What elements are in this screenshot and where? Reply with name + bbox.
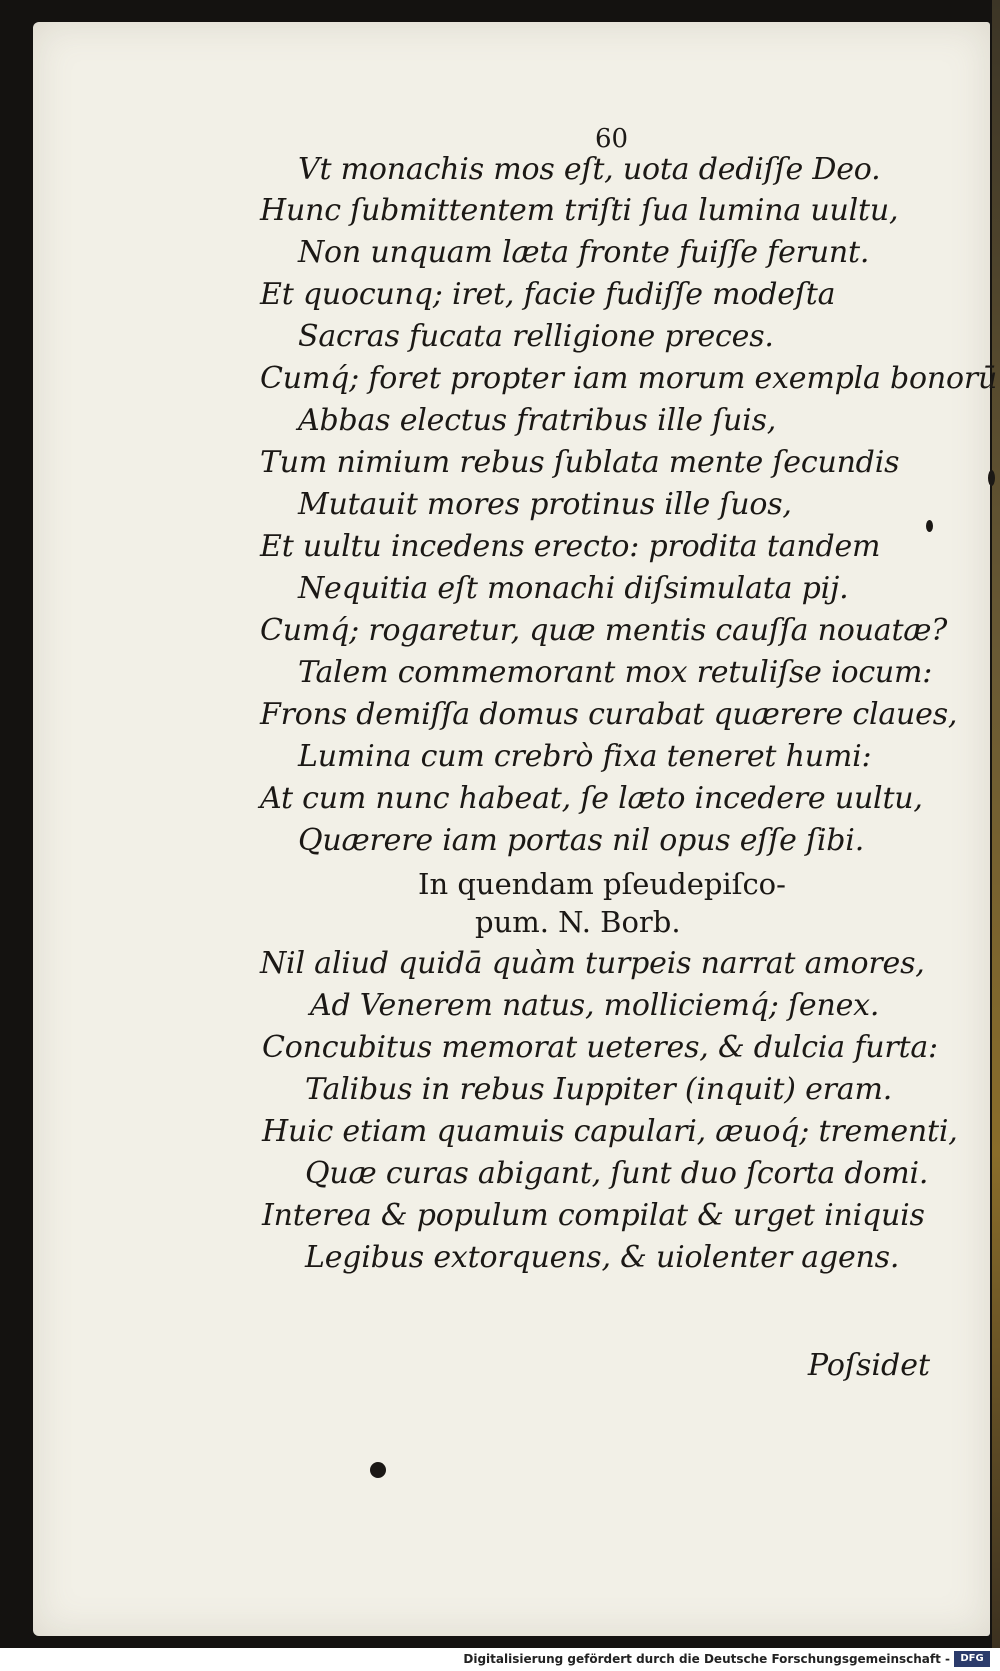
poem-heading: pum. N. Borb.	[475, 905, 681, 939]
verse-line: Et quocunq; iret, facie fudiſſe modeſta	[260, 277, 836, 312]
dfg-logo: DFG	[954, 1651, 990, 1667]
verse-line: Cumq́; rogaretur, quæ mentis cauſſa nouatæ?	[260, 613, 948, 648]
verse-line: Ad Venerem natus, molliciemq́; ſenex.	[310, 988, 880, 1023]
footer-bar	[0, 1648, 1000, 1671]
ink-blot	[370, 1462, 386, 1478]
verse-line: Quærere iam portas nil opus eſſe ſibi.	[298, 823, 865, 858]
book-edge	[992, 0, 1000, 1648]
funding-notice: Digitalisierung gefördert durch die Deutsche Forschungsgemeinschaft -	[463, 1652, 950, 1666]
verse-line: Abbas electus fratribus ille ſuis,	[298, 403, 777, 438]
page-number: 60	[595, 124, 629, 154]
verse-line: Mutauit mores protinus ille ſuos,	[298, 487, 792, 522]
verse-line: Vt monachis mos eſt, uota dediſſe Deo.	[298, 152, 881, 187]
verse-line: Non unquam læta fronte fuiſſe ferunt.	[298, 235, 870, 270]
verse-line: Quæ curas abigant, ſunt duo ſcorta domi.	[305, 1156, 929, 1191]
verse-line: Legibus extorquens, & uiolenter agens.	[305, 1240, 900, 1275]
verse-line: Cumq́; foret propter iam morum exempla bonorū	[260, 361, 998, 396]
verse-line: Hunc ſubmittentem triſti ſua lumina uultu,	[260, 193, 899, 228]
verse-line: Et uultu incedens erecto: prodita tandem	[260, 529, 881, 564]
ink-spot	[988, 470, 995, 486]
verse-line: Huic etiam quamuis capulari, æuoq́; trementi,	[262, 1114, 958, 1149]
verse-line: Frons demiſſa domus curabat quærere claues,	[260, 697, 958, 732]
verse-line: Nequitia eſt monachi diſsimulata pij.	[298, 571, 849, 606]
verse-line: Tum nimium rebus ſublata mente ſecundis	[260, 445, 900, 480]
verse-line: At cum nunc habeat, ſe læto incedere uultu,	[260, 781, 923, 816]
verse-line: Interea & populum compilat & urget iniquis	[262, 1198, 925, 1233]
verse-line: Sacras fucata relligione preces.	[298, 319, 774, 354]
verse-line: Lumina cum crebrò fixa teneret humi:	[298, 739, 872, 774]
verse-line: Concubitus memorat ueteres, & dulcia furta:	[262, 1030, 938, 1065]
ink-spot	[926, 520, 933, 532]
catchword: Poſsidet	[807, 1348, 930, 1383]
verse-line: Talibus in rebus Iuppiter (inquit) eram.	[305, 1072, 893, 1107]
verse-line: Talem commemorant mox retuliſse iocum:	[298, 655, 933, 690]
poem-heading: In quendam pſeudepiſco-	[418, 867, 786, 901]
verse-line: Nil aliud quidā quàm turpeis narrat amores,	[260, 946, 925, 981]
